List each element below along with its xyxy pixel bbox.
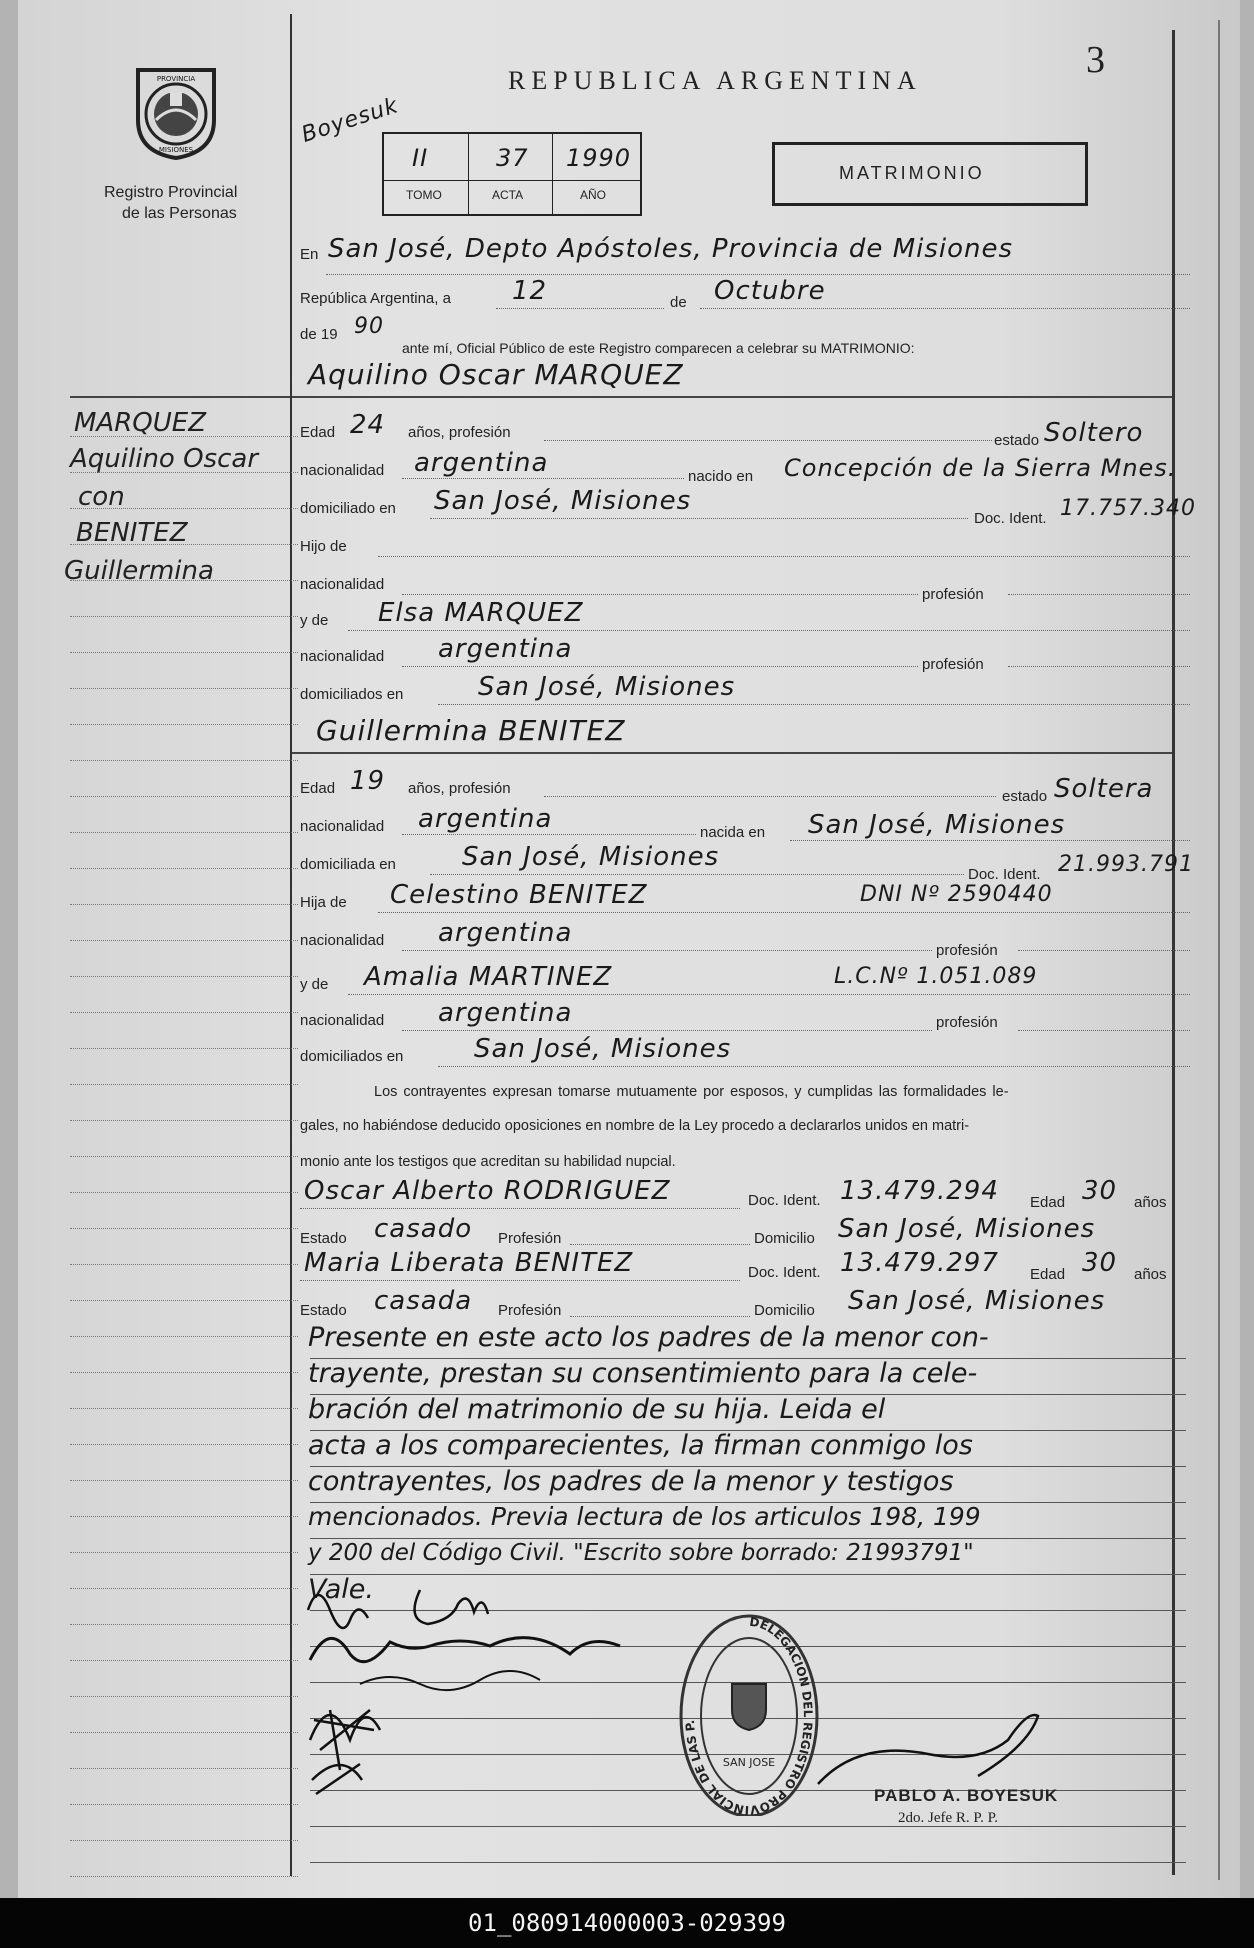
witness2-domicilio-label: Domicilio: [754, 1302, 815, 1319]
page-edge-rule: [1218, 20, 1220, 1880]
witness2-estado-label: Estado: [300, 1302, 347, 1319]
margin-rule: [290, 14, 292, 1876]
bride-nacionalidad: argentina: [418, 804, 553, 834]
bride-father: Celestino BENITEZ: [390, 880, 648, 910]
intro-statement: ante mí, Oficial Público de este Registro comparecen a celebrar su MATRIMONIO:: [402, 340, 915, 356]
note-line: bración del matrimonio de su hija. Leida el: [308, 1394, 886, 1425]
bride-father-doc: DNI Nº 2590440: [860, 882, 1053, 907]
witness2-edad-label: Edad: [1030, 1266, 1066, 1283]
groom-estado-label: estado: [994, 432, 1040, 449]
groom-nac2-label: nacionalidad: [300, 648, 385, 665]
margin-line: con: [78, 482, 125, 512]
svg-text:SAN JOSE: SAN JOSE: [722, 1756, 776, 1769]
declaration-line2: gales, no habiéndose deducido oposiciones en nombre de la Ley procedo a declararlos unidos en matri-: [300, 1118, 970, 1134]
groom-nacionalidad-label: nacionalidad: [300, 462, 385, 479]
svg-text:PROVINCIA: PROVINCIA: [156, 75, 196, 83]
groom-anos-profesion-label: años, profesión: [408, 424, 511, 441]
witness2-name: Maria Liberata BENITEZ: [304, 1248, 634, 1278]
groom-estado: Soltero: [1044, 418, 1144, 448]
scan-caption: 01_080914000003-029399: [0, 1898, 1254, 1948]
bride-domiciliada-label: domiciliada en: [300, 856, 396, 873]
declaration-line3: monio ante los testigos que acreditan su habilidad nupcial.: [300, 1154, 676, 1170]
groom-domiciliado-label: domiciliado en: [300, 500, 396, 517]
bride-father-nacionalidad: argentina: [438, 918, 573, 948]
groom-nacionalidad: argentina: [414, 448, 549, 478]
en-label: En: [300, 246, 319, 263]
acta-value: 37: [496, 144, 529, 172]
note-line: mencionados. Previa lectura de los articulos 198, 199: [308, 1502, 981, 1531]
witness1-name: Oscar Alberto RODRIGUEZ: [304, 1176, 671, 1206]
bride-domiciliados-label: domiciliados en: [300, 1048, 404, 1065]
bride-yde-label: y de: [300, 976, 329, 993]
groom-prof2-label: profesión: [922, 656, 984, 673]
bride-prof2-label: profesión: [936, 1014, 998, 1031]
witness2-doc-label: Doc. Ident.: [748, 1264, 821, 1281]
bride-nacida: San José, Misiones: [808, 810, 1066, 840]
witness1-domicilio-label: Domicilio: [754, 1230, 815, 1247]
bride-nac2-label: nacionalidad: [300, 1012, 385, 1029]
groom-nac1-label: nacionalidad: [300, 576, 385, 593]
bride-nacida-label: nacida en: [700, 824, 766, 841]
groom-nacido-label: nacido en: [688, 468, 754, 485]
bride-hija-label: Hija de: [300, 894, 347, 911]
note-line: acta a los comparecientes, la firman conmigo los: [308, 1430, 973, 1461]
groom-mother: Elsa MARQUEZ: [378, 598, 584, 628]
groom-parents-domicilio: San José, Misiones: [478, 672, 736, 702]
witness2-domicilio: San José, Misiones: [848, 1286, 1106, 1316]
witness2-profesion-label: Profesión: [498, 1302, 562, 1319]
month-value: Octubre: [714, 276, 826, 306]
bride-domicilio: San José, Misiones: [462, 842, 720, 872]
bride-prof1-label: profesión: [936, 942, 998, 959]
ano-value: 1990: [566, 144, 632, 172]
groom-doc: 17.757.340: [1060, 496, 1196, 521]
officer-title: 2do. Jefe R. P. P.: [898, 1810, 999, 1826]
country-title: REPUBLICA ARGENTINA: [508, 66, 922, 95]
official-seal: [674, 1606, 824, 1816]
declaration-line1: Los contrayentes expresan tomarse mutuamente por esposos, y cumplidas las formalidades le-: [374, 1084, 1009, 1100]
place-value: San José, Depto Apóstoles, Provincia de Misiones: [328, 234, 1014, 264]
registry-name-line2: de las Personas: [122, 205, 237, 222]
witness2-doc: 13.479.297: [840, 1248, 999, 1278]
record-box: [382, 132, 642, 216]
groom-name: Aquilino Oscar MARQUEZ: [308, 358, 684, 391]
acta-label: ACTA: [492, 188, 524, 202]
republica-label: República Argentina, a: [300, 290, 451, 307]
witness1-edad-label: Edad: [1030, 1194, 1066, 1211]
witness2-anos-label: años: [1134, 1266, 1167, 1283]
registry-name-line1: Registro Provincial: [104, 184, 238, 201]
groom-hijo-label: Hijo de: [300, 538, 347, 555]
margin-line: MARQUEZ: [74, 408, 207, 438]
witness1-doc-label: Doc. Ident.: [748, 1192, 821, 1209]
svg-text:MISIONES: MISIONES: [158, 146, 194, 154]
witness1-domicilio: San José, Misiones: [838, 1214, 1096, 1244]
witness1-profesion-label: Profesión: [498, 1230, 562, 1247]
signatures: [300, 1580, 700, 1800]
bride-estado: Soltera: [1054, 774, 1154, 804]
groom-mother-nacionalidad: argentina: [438, 634, 573, 664]
bride-doc-label: Doc. Ident.: [968, 866, 1041, 883]
groom-domiciliados-label: domiciliados en: [300, 686, 404, 703]
bride-mother: Amalia MARTINEZ: [364, 962, 613, 992]
witness1-doc: 13.479.294: [840, 1176, 999, 1206]
registrar-annotation: Boyesuk: [298, 93, 402, 148]
note-line: Vale.: [308, 1574, 374, 1605]
margin-line: Aquilino Oscar: [70, 444, 259, 474]
tomo-value: II: [412, 144, 429, 172]
bride-anos-profesion-label: años, profesión: [408, 780, 511, 797]
bride-nacionalidad-label: nacionalidad: [300, 818, 385, 835]
record-type: MATRIMONIO: [839, 163, 985, 183]
de-label: de: [670, 294, 687, 311]
note-line: y 200 del Código Civil. "Escrito sobre borrado: 21993791": [308, 1540, 974, 1566]
tomo-label: TOMO: [406, 188, 442, 202]
bride-mother-nacionalidad: argentina: [438, 998, 573, 1028]
groom-nacido: Concepción de la Sierra Mnes.: [784, 454, 1177, 482]
record-type-box: [772, 142, 1088, 206]
year-prefix: de 19: [300, 326, 338, 343]
note-line: Presente en este acto los padres de la menor con-: [308, 1322, 989, 1353]
bride-mother-doc: L.C.Nº 1.051.089: [834, 964, 1038, 989]
year-value: 90: [354, 314, 384, 339]
witness1-anos-label: años: [1134, 1194, 1167, 1211]
bride-doc: 21.993.791: [1058, 852, 1194, 877]
bride-edad-label: Edad: [300, 780, 336, 797]
witness1-estado: casado: [374, 1214, 473, 1244]
groom-doc-label: Doc. Ident.: [974, 510, 1047, 527]
page-number: 3: [1086, 39, 1105, 81]
witness1-estado-label: Estado: [300, 1230, 347, 1247]
margin-line: BENITEZ: [76, 518, 188, 548]
witness1-edad: 30: [1082, 1176, 1118, 1206]
groom-domicilio: San José, Misiones: [434, 486, 692, 516]
bride-estado-label: estado: [1002, 788, 1048, 805]
note-line: trayente, prestan su consentimiento para la cele-: [308, 1358, 978, 1389]
witness2-edad: 30: [1082, 1248, 1118, 1278]
bride-parents-domicilio: San José, Misiones: [474, 1034, 732, 1064]
witness2-estado: casada: [374, 1286, 473, 1316]
bride-edad: 19: [350, 766, 386, 796]
provincial-emblem: [130, 62, 222, 162]
register-page: [18, 0, 1240, 1898]
note-line: contrayentes, los padres de la menor y testigos: [308, 1466, 954, 1497]
groom-yde-label: y de: [300, 612, 329, 629]
svg-text:DELEGACION DEL REGISTRO PROVIN: DELEGACION DEL REGISTRO PROVINCIAL DE LAS P.: [682, 1614, 815, 1816]
groom-edad: 24: [350, 410, 386, 440]
right-rule: [1172, 30, 1175, 1875]
officer-name: PABLO A. BOYESUK: [874, 1786, 1059, 1805]
ano-label: AÑO: [580, 188, 607, 202]
bride-name: Guillermina BENITEZ: [316, 714, 626, 747]
groom-prof1-label: profesión: [922, 586, 984, 603]
groom-edad-label: Edad: [300, 424, 336, 441]
day-value: 12: [512, 276, 548, 306]
bride-nac1-label: nacionalidad: [300, 932, 385, 949]
margin-line: Guillermina: [64, 556, 214, 586]
